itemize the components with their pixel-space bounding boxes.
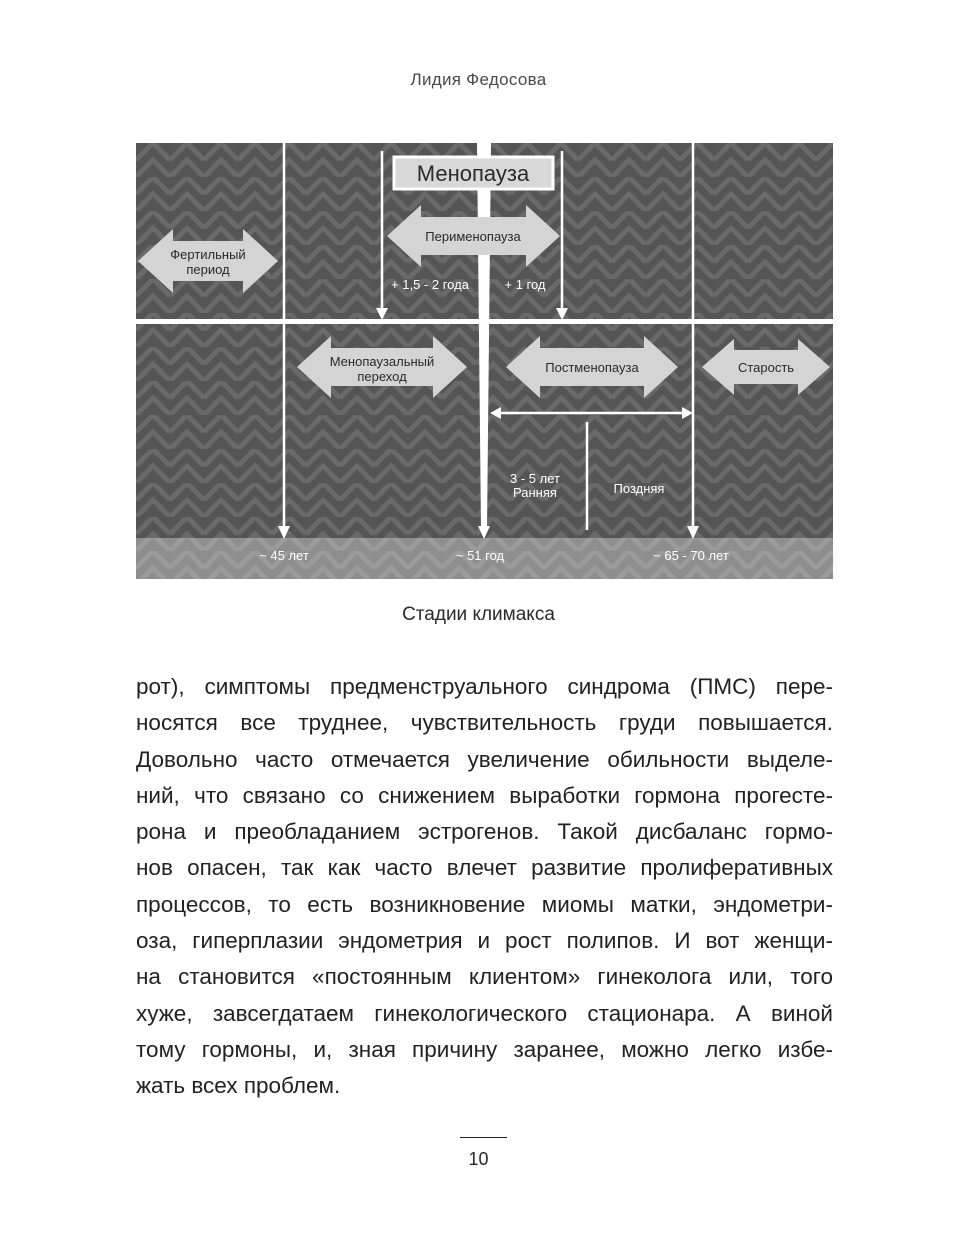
fertile-label-line1: Фертильный	[170, 247, 246, 262]
body-line: рона и преобладанием эстрогенов. Такой дисбаланс гормо-	[136, 819, 833, 845]
plus-before-label: + 1,5 - 2 года	[391, 277, 469, 292]
body-line: хуже, завсегдатаем гинекологического стационара. А виной	[136, 1000, 833, 1026]
fertile-label-line2: период	[186, 262, 230, 277]
old-age-label: Старость	[737, 360, 795, 375]
plus-after-label: + 1 год	[504, 277, 546, 292]
postmenopause-label: Постменопауза	[545, 360, 639, 375]
body-line: процессов, то есть возникновение миомы матки, эндометри-	[136, 891, 833, 917]
early-label-line2: Ранняя	[513, 485, 557, 500]
transition-label-line1: Менопаузальный	[329, 354, 435, 369]
age-45-label: ~ 45 лет	[259, 548, 309, 563]
body-paragraph	[136, 669, 833, 1105]
body-line: ний, что связано со снижением выработки гормона прогесте-	[136, 782, 833, 808]
page-number-rule	[460, 1137, 507, 1138]
early-label-line1: 3 - 5 лет	[510, 471, 560, 486]
body-line: оза, гиперплазии эндометрия и рост полипов. И вот женщи-	[136, 928, 833, 954]
body-line: тому гормоны, и, зная причину заранее, можно легко избе-	[136, 1036, 833, 1062]
late-label: Поздняя	[613, 481, 665, 496]
menopause-stages-diagram	[136, 143, 833, 579]
menopause-title: Менопауза	[416, 161, 530, 186]
body-line: на становится «постоянным клиентом» гинеколога или, того	[136, 964, 833, 990]
transition-label-line2: переход	[357, 369, 407, 384]
running-head-author: Лидия Федосова	[410, 70, 547, 89]
figure-caption: Стадии климакса	[402, 604, 555, 625]
perimenopause-label: Перименопауза	[425, 229, 521, 244]
page-number: 10	[468, 1149, 489, 1169]
body-line: нов опасен, так как часто влечет развитие пролиферативных	[136, 855, 833, 881]
age-51-label: ~ 51 год	[455, 548, 505, 563]
body-line: Довольно часто отмечается увеличение обильности выделе-	[136, 746, 833, 772]
body-line: жать всех проблем.	[136, 1073, 341, 1099]
body-line: рот), симптомы предменструального синдрома (ПМС) пере-	[136, 674, 833, 699]
body-line: носятся все труднее, чувствительность груди повышается.	[136, 710, 833, 736]
age-65-label: ~ 65 - 70 лет	[653, 548, 729, 563]
